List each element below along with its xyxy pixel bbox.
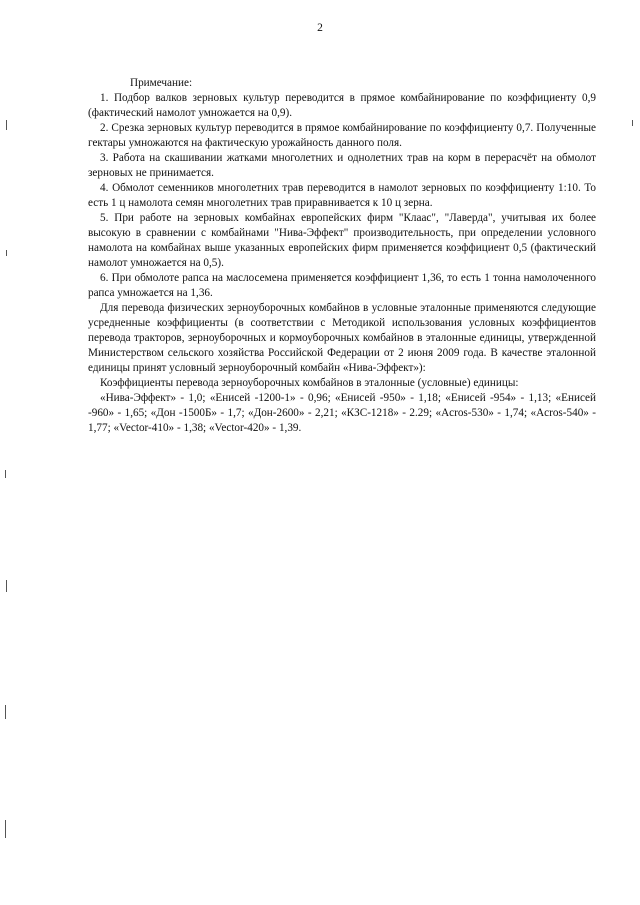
scan-mark [632,120,633,126]
scan-mark [5,820,6,838]
note-item-3: 3. Работа на скашивании жатками многолетних и однолетних трав на корм в перерасчёт на обмолот зерновых не принимается. [88,152,596,179]
note-item-2: 2. Срезка зерновых культур переводится в прямое комбайнирование по коэффициенту 0,7. Полученные гектары умножаются на фактическую урожайность данного поля. [88,122,596,149]
scan-mark [5,470,6,478]
scan-mark [5,705,6,719]
note-item-6: 6. При обмолоте рапса на маслосемена применяется коэффициент 1,36, то есть 1 тонна намолоченного рапса умножается на 1,36. [88,272,596,299]
note-item-1: 1. Подбор валков зерновых культур переводится в прямое комбайнирование по коэффициенту 0,9 (фактический намолот умножается на 0,9). [88,92,596,119]
scan-mark [6,580,7,592]
note-title: Примечание: [130,77,193,89]
scan-mark [6,120,7,130]
page-number: 2 [317,22,323,34]
scan-mark [6,250,7,256]
coefficients-list: «Нива-Эффект» - 1,0; «Енисей -1200-1» - 0,96; «Енисей -950» - 1,18; «Енисей -954» - 1,13; «Енисей -960» - 1,65; «Дон -1500Б» - 1,7; «Дон-2600» - 2,21; «КЗС-1218» - 2.29; «Acros-530» - 1,74; «Acros-540» - 1,77; «Vector-410» - 1,38; «Vector-420» - 1,39. [88,392,596,434]
note-item-5: 5. При работе на зерновых комбайнах европейских фирм "Клаас", "Лаверда", учитывая их более высокую в сравнении с комбайнами "Нива-Эффект" производительность, при определении условного намолота на комбайнах выше указанных европейских фирм применяется коэффициент 0,5 (фактический намолот умножается на 0,5). [88,212,596,269]
note-item-4: 4. Обмолот семенников многолетних трав переводится в намолот зерновых по коэффициенту 1:10. То есть 1 ц намолота семян многолетних трав приравнивается к 10 ц зерна. [88,182,596,209]
conversion-paragraph: Для перевода физических зерноуборочных комбайнов в условные эталонные применяются следующие усредненные коэффициенты (в соответствии с Методикой использования условных коэффициентов перевода тракторов, зерноуборочных и кормоуборочных комбайнов в эталонные единицы, утвержденной Министерством сельского хозяйства Российской Федерации от 2 июня 2009 года. В качестве эталонной единицы принят условный зерноуборочный комбайн «Нива-Эффект»): [88,302,596,374]
note-body [88,76,596,436]
coefficients-heading: Коэффициенты перевода зерноуборочных комбайнов в эталонные (условные) единицы: [100,377,519,389]
